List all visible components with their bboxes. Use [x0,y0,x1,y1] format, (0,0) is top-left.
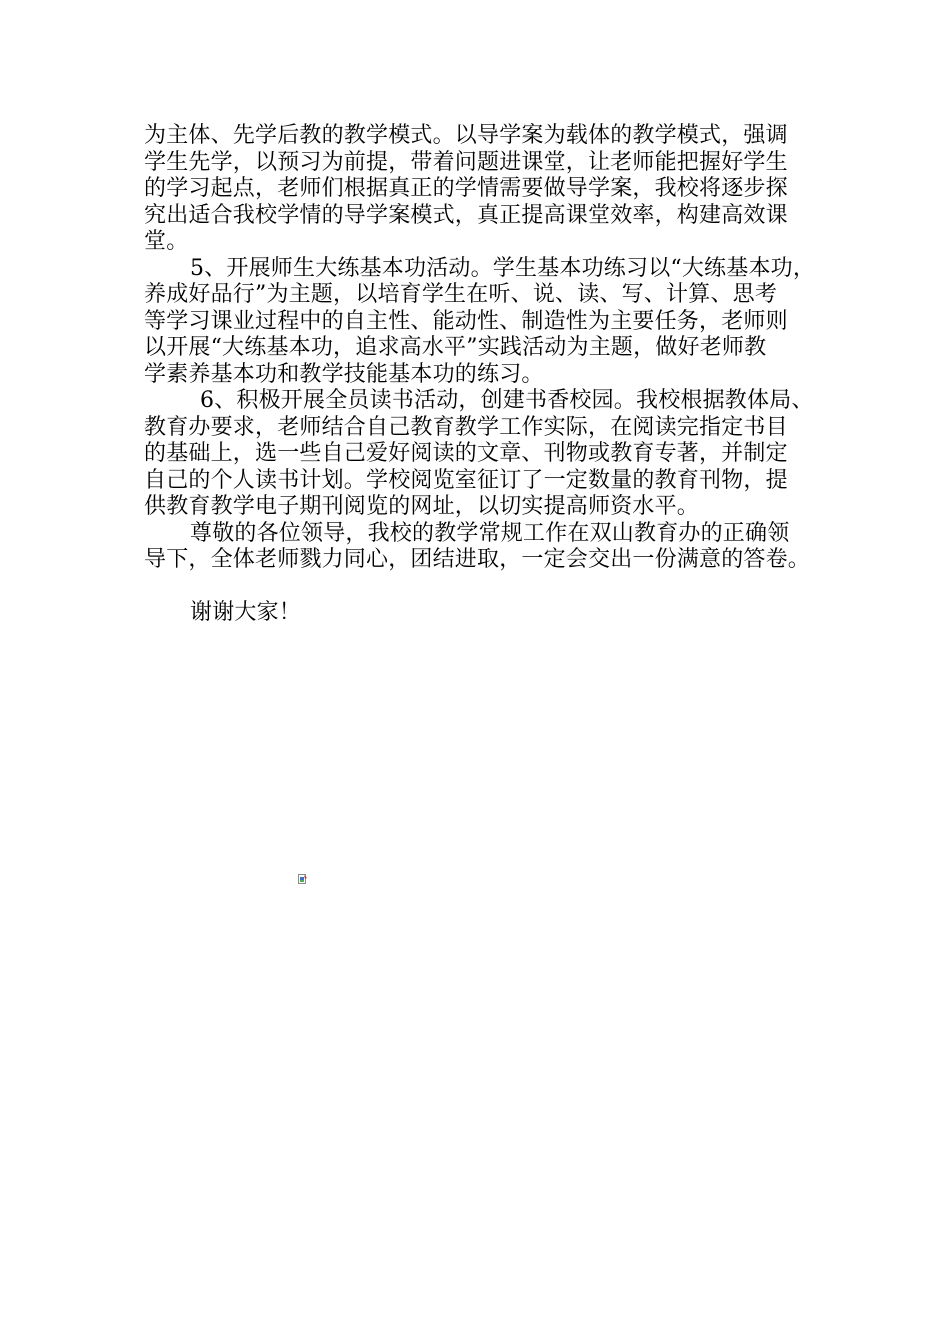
text-line: 究出适合我校学情的导学案模式，真正提高课堂效率，构建高效课 [144,202,788,228]
text-line: 导下，全体老师戮力同心，团结进取，一定会交出一份满意的答卷。 [144,547,811,572]
paragraph-gap [144,574,844,601]
closing-line: 谢谢大家！ [190,600,302,625]
text-line: 尊敬的各位领导，我校的教学常规工作在双山教育办的正确领 [190,520,790,546]
text-line: 的学习起点，老师们根据真正的学情需要做导学案，我校将逐步探 [144,176,788,201]
text-line: 5、开展师生大练基本功活动。学生基本功练习以“大练基本功， [190,255,816,281]
document-body [144,123,844,627]
text-line: 自己的个人读书计划。学校阅览室征订了一定数量的教育刊物，提 [144,467,788,493]
text-line: 6、积极开展全员读书活动，创建书香校园。我校根据教体局、 [200,388,814,413]
text-line: 教育办要求，老师结合自己教育教学工作实际，在阅读完指定书目 [144,414,788,440]
text-line: 供教育教学电子期刊阅览的网址，以切实提高师资水平。 [144,494,700,519]
text-line: 堂。 [144,229,189,254]
text-line: 学素养基本功和教学技能基本功的练习。 [144,361,544,387]
text-line: 以开展“大练基本功，追求高水平”实践活动为主题，做好老师教 [144,335,767,360]
broken-image-icon [298,870,308,881]
text-line: 学生先学，以预习为前提，带着问题进课堂，让老师能把握好学生 [144,149,788,175]
text-line: 等学习课业过程中的自主性、能动性、制造性为主要任务，老师则 [144,308,788,334]
text-line: 为主体、先学后教的教学模式。以导学案为载体的教学模式，强调 [144,123,788,148]
text-line: 的基础上，选一些自己爱好阅读的文章、刊物或教育专著，并制定 [144,441,788,466]
text-line: 养成好品行”为主题，以培育学生在听、说、读、写、计算、思考 [144,282,778,307]
